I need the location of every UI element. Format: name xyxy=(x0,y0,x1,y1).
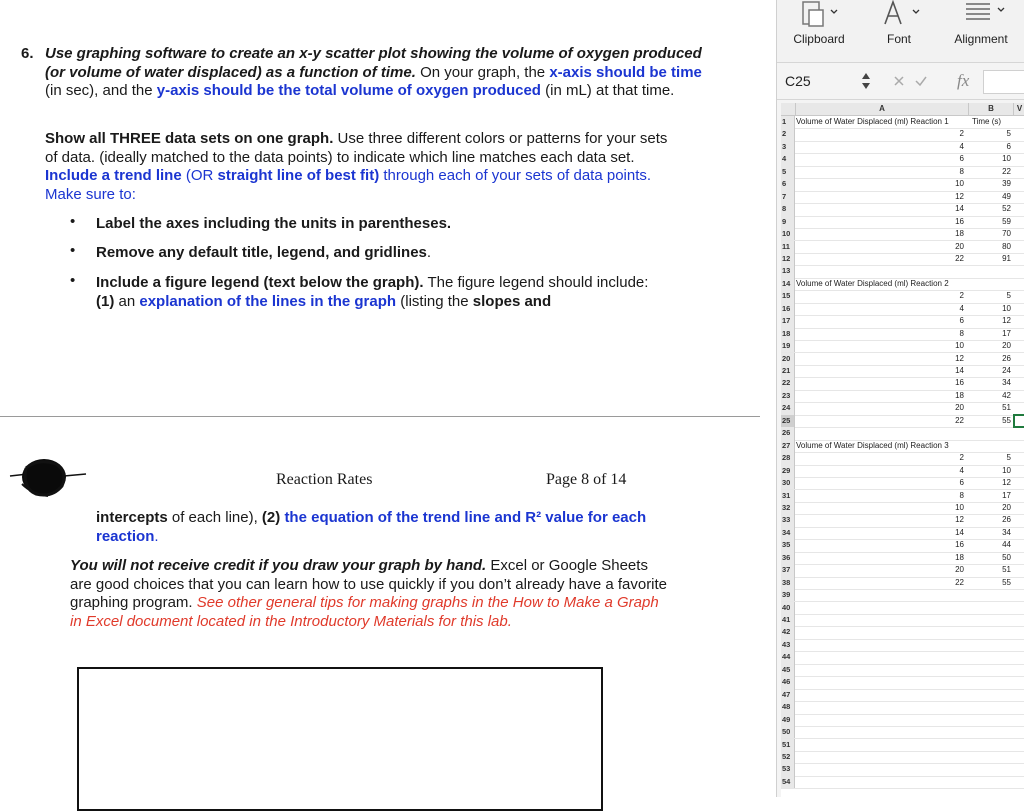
cell-a[interactable]: 20 xyxy=(955,241,964,251)
cell-a[interactable]: 8 xyxy=(959,166,964,176)
cell-a[interactable]: 2 xyxy=(959,129,964,139)
formula-input[interactable] xyxy=(983,70,1024,94)
cell-a[interactable]: 10 xyxy=(955,179,964,189)
row-number[interactable]: 33 xyxy=(781,514,795,526)
row-number[interactable]: 32 xyxy=(781,502,795,514)
row-number[interactable]: 34 xyxy=(781,527,795,539)
sheet-row xyxy=(781,514,1024,527)
row-number[interactable]: 2 xyxy=(781,128,795,140)
sheet-row xyxy=(781,141,1024,154)
cell-b[interactable]: 5 xyxy=(1006,129,1011,139)
sheet-row xyxy=(781,465,1024,478)
row-number[interactable]: 54 xyxy=(781,776,795,788)
excel-ribbon xyxy=(777,0,1024,63)
sheet-row xyxy=(781,116,1024,129)
cell-a[interactable] xyxy=(796,676,964,688)
cell-a[interactable]: 12 xyxy=(955,191,964,201)
cell-b[interactable]: 17 xyxy=(1002,328,1011,338)
row-number[interactable]: 25 xyxy=(781,415,795,427)
bullet-dot: • xyxy=(70,213,76,230)
cell-b[interactable] xyxy=(969,427,1013,439)
sheet-row xyxy=(781,440,1024,453)
align-lines-icon xyxy=(946,0,1016,24)
cell-a[interactable] xyxy=(796,689,964,701)
sheet-row xyxy=(781,689,1024,702)
formula-bar xyxy=(777,63,1024,100)
sheet-row xyxy=(781,303,1024,316)
cell-a[interactable] xyxy=(796,664,964,676)
row-number[interactable]: 37 xyxy=(781,564,795,576)
row-number[interactable]: 21 xyxy=(781,365,795,377)
row-number[interactable]: 15 xyxy=(781,290,795,302)
cell-b[interactable] xyxy=(969,726,1013,738)
sheet-row xyxy=(781,402,1024,415)
row-number[interactable]: 14 xyxy=(781,278,795,290)
sheet-row xyxy=(781,390,1024,403)
row-number[interactable]: 48 xyxy=(781,701,795,713)
font-a-icon xyxy=(871,0,927,28)
row-number[interactable]: 10 xyxy=(781,228,795,240)
sheet-row xyxy=(781,490,1024,503)
row-number[interactable]: 6 xyxy=(781,178,795,190)
cell-b[interactable]: 44 xyxy=(1002,540,1011,550)
row-number[interactable]: 41 xyxy=(781,614,795,626)
row-number[interactable]: 51 xyxy=(781,739,795,751)
cell-b[interactable]: 20 xyxy=(1002,502,1011,512)
cell-a[interactable]: 20 xyxy=(955,565,964,575)
cell-c[interactable] xyxy=(1014,415,1024,427)
spreadsheet-grid[interactable] xyxy=(781,103,1024,797)
column-header-a[interactable]: A xyxy=(796,103,969,116)
cell-b[interactable] xyxy=(969,739,1013,751)
row-number[interactable]: 7 xyxy=(781,191,795,203)
sheet-row xyxy=(781,415,1024,428)
question-paragraph-1: Use graphing software to create an x-y scatter plot showing the volume of oxygen produced (or volume of water displaced) as a function of time. On your graph, the x-axis should be time (in sec), and the y-axis should be the total volume of oxygen produced (in mL) at that time. xyxy=(45,45,702,99)
cell-b[interactable]: 91 xyxy=(1002,253,1011,263)
cell-a[interactable]: 14 xyxy=(955,366,964,375)
cell-b[interactable] xyxy=(969,440,1013,452)
row-number[interactable]: 29 xyxy=(781,465,795,477)
bullet-label-axes: Label the axes including the units in parentheses. xyxy=(96,215,452,232)
row-number[interactable]: 19 xyxy=(781,340,795,352)
sheet-row xyxy=(781,676,1024,689)
cell-b[interactable] xyxy=(969,763,1013,775)
cell-a[interactable] xyxy=(796,714,964,726)
cell-a[interactable] xyxy=(796,751,964,763)
row-number[interactable]: 35 xyxy=(781,539,795,551)
cell-b[interactable]: 20 xyxy=(1002,341,1011,351)
row-number[interactable]: 31 xyxy=(781,490,795,502)
cell-b[interactable] xyxy=(969,602,1013,614)
cell-a[interactable]: 18 xyxy=(955,552,964,562)
cell-a[interactable]: 4 xyxy=(959,141,964,151)
cell-a[interactable]: Volume of Water Displaced (ml) Reaction 2 xyxy=(796,278,949,288)
sheet-row xyxy=(781,216,1024,229)
cell-b[interactable] xyxy=(969,278,1013,290)
cell-a[interactable]: 14 xyxy=(955,204,964,214)
row-number[interactable]: 30 xyxy=(781,477,795,489)
sheet-row xyxy=(781,166,1024,179)
sheet-row xyxy=(781,776,1024,789)
cell-b[interactable] xyxy=(969,589,1013,601)
bullet-remove-defaults: Remove any default title, legend, and gridlines. xyxy=(96,244,432,261)
sheet-row xyxy=(781,651,1024,664)
cell-a[interactable] xyxy=(796,701,964,713)
cell-a[interactable]: 2 xyxy=(959,291,964,301)
row-header-corner[interactable] xyxy=(781,103,796,116)
cell-b[interactable]: 49 xyxy=(1002,191,1011,201)
cell-a[interactable]: 8 xyxy=(959,328,964,338)
question-paragraph-3: You will not receive credit if you draw your graph by hand. Excel or Google Sheets are good choices that you can learn how to use quickly if you don’t already have a favorite graphing program. See other general tips for making graphs in the How to Make a Graph in Excel document located in the Introductory Materials for this lab. xyxy=(70,557,668,630)
scribble-logo-icon xyxy=(8,454,88,500)
row-number[interactable]: 39 xyxy=(781,589,795,601)
graph-answer-box[interactable] xyxy=(77,667,603,811)
cell-b[interactable] xyxy=(969,676,1013,688)
sheet-row xyxy=(781,527,1024,540)
row-number[interactable]: 53 xyxy=(781,763,795,775)
row-number[interactable]: 8 xyxy=(781,203,795,215)
cell-b[interactable]: Time (s) xyxy=(972,117,1002,126)
sheet-row xyxy=(781,763,1024,776)
sheet-row xyxy=(781,315,1024,328)
column-header-c[interactable]: V xyxy=(1014,103,1024,116)
cell-b[interactable]: 10 xyxy=(1002,465,1011,475)
cell-b[interactable]: 80 xyxy=(1002,241,1011,251)
row-number[interactable]: 38 xyxy=(781,577,795,589)
cell-b[interactable]: 59 xyxy=(1002,216,1011,226)
sheet-row xyxy=(781,701,1024,714)
cell-b[interactable]: 51 xyxy=(1002,565,1011,575)
name-box[interactable]: C25 xyxy=(785,73,811,89)
cell-b[interactable]: 55 xyxy=(1002,415,1011,425)
row-number[interactable]: 1 xyxy=(781,116,795,128)
sheet-row xyxy=(781,602,1024,615)
sheet-row xyxy=(781,377,1024,390)
legend-continued-text: intercepts of each line), (2) the equation of the trend line and R² value for each reaction. xyxy=(96,509,647,545)
page-header-number: Page 8 of 14 xyxy=(546,471,627,488)
cell-a[interactable]: 18 xyxy=(955,229,964,239)
cell-b[interactable]: 10 xyxy=(1002,303,1011,313)
row-number[interactable]: 40 xyxy=(781,602,795,614)
sheet-row xyxy=(781,203,1024,216)
sheet-row xyxy=(781,751,1024,764)
cell-a[interactable]: 22 xyxy=(955,577,964,587)
sheet-row xyxy=(781,253,1024,266)
cell-a[interactable]: 14 xyxy=(955,527,964,537)
row-number[interactable]: 49 xyxy=(781,714,795,726)
sheet-row xyxy=(781,477,1024,490)
row-number[interactable]: 36 xyxy=(781,552,795,564)
row-number[interactable]: 13 xyxy=(781,265,795,277)
sheet-row xyxy=(781,502,1024,515)
cell-b[interactable] xyxy=(969,751,1013,763)
ribbon-alignment-group[interactable] xyxy=(937,0,1024,62)
sheet-row xyxy=(781,427,1024,440)
cell-a[interactable] xyxy=(796,726,964,738)
cell-a[interactable]: 16 xyxy=(955,540,964,550)
sheet-row xyxy=(781,128,1024,141)
sheet-row xyxy=(781,564,1024,577)
cell-a[interactable] xyxy=(796,639,964,651)
cell-a[interactable]: 6 xyxy=(959,316,964,326)
cell-b[interactable] xyxy=(969,265,1013,277)
cell-a[interactable]: 20 xyxy=(955,403,964,413)
cell-b[interactable]: 26 xyxy=(1002,353,1011,363)
row-number[interactable]: 18 xyxy=(781,328,795,340)
sheet-row xyxy=(781,739,1024,752)
page-header-title: Reaction Rates xyxy=(276,471,373,488)
cell-b[interactable] xyxy=(969,664,1013,676)
row-number[interactable]: 47 xyxy=(781,689,795,701)
cell-a[interactable] xyxy=(796,651,964,663)
cell-a[interactable] xyxy=(796,602,964,614)
cell-a[interactable]: 18 xyxy=(955,390,964,400)
cell-a[interactable]: 12 xyxy=(955,353,964,363)
cell-b[interactable]: 34 xyxy=(1002,527,1011,537)
sheet-row xyxy=(781,191,1024,204)
cell-b[interactable] xyxy=(969,689,1013,701)
row-number[interactable]: 50 xyxy=(781,726,795,738)
row-number[interactable]: 44 xyxy=(781,651,795,663)
cell-a[interactable] xyxy=(796,427,964,439)
cell-b[interactable]: 55 xyxy=(1002,577,1011,587)
bullet-figure-legend: Include a figure legend (text below the graph). The figure legend should include: (1) an explanation of the lines in the graph (listing the slopes and xyxy=(96,274,649,310)
page-break-line xyxy=(0,416,760,417)
ribbon-alignment-label: Alignment xyxy=(954,32,1008,46)
cell-b[interactable]: 26 xyxy=(1002,515,1011,525)
sheet-row xyxy=(781,577,1024,590)
cell-a[interactable] xyxy=(796,614,964,626)
cell-b[interactable]: 24 xyxy=(1002,366,1011,375)
cell-b[interactable]: 42 xyxy=(1002,390,1011,400)
row-number[interactable]: 42 xyxy=(781,626,795,638)
cell-b[interactable]: 22 xyxy=(1002,166,1011,176)
cell-b[interactable]: 39 xyxy=(1002,179,1011,189)
cell-b[interactable] xyxy=(969,639,1013,651)
sheet-row xyxy=(781,340,1024,353)
excel-window xyxy=(776,0,1024,797)
cell-a[interactable]: 12 xyxy=(955,515,964,525)
bullet-dot: • xyxy=(70,242,76,259)
row-number[interactable]: 4 xyxy=(781,153,795,165)
sheet-row xyxy=(781,626,1024,639)
cell-a[interactable]: 8 xyxy=(959,490,964,500)
cell-a[interactable]: 4 xyxy=(959,303,964,313)
row-number[interactable]: 43 xyxy=(781,639,795,651)
row-number[interactable]: 3 xyxy=(781,141,795,153)
cell-b[interactable]: 6 xyxy=(1006,141,1011,151)
fx-label: fx xyxy=(957,71,970,90)
name-box-stepper-icon[interactable] xyxy=(861,71,871,91)
sheet-row xyxy=(781,589,1024,602)
confirm-check-icon[interactable] xyxy=(915,75,927,87)
column-header-b[interactable]: B xyxy=(969,103,1014,116)
row-number[interactable]: 11 xyxy=(781,241,795,253)
para1-instruction: Use graphing software to create an x-y scatter plot showing the volume of oxygen produced (or volume of water displaced) as a function of time. xyxy=(45,45,702,81)
cell-a[interactable]: 6 xyxy=(959,478,964,488)
row-number[interactable]: 17 xyxy=(781,315,795,327)
cell-a[interactable] xyxy=(796,776,964,788)
cell-b[interactable]: 12 xyxy=(1002,316,1011,326)
cell-b[interactable] xyxy=(969,701,1013,713)
cell-a[interactable] xyxy=(796,739,964,751)
row-number[interactable]: 22 xyxy=(781,377,795,389)
sheet-row xyxy=(781,178,1024,191)
sheet-row xyxy=(781,290,1024,303)
ribbon-clipboard-group[interactable] xyxy=(783,0,855,62)
cell-a[interactable] xyxy=(796,763,964,775)
question-paragraph-2: Show all THREE data sets on one graph. Use three different colors or patterns for your sets of data. (ideally matched to the data points) to indicate which line matches each data set. Include a trend line (OR straight line of best fit) through each of your sets of data points. Make sure to: xyxy=(45,130,668,203)
sheet-row xyxy=(781,726,1024,739)
sheet-row xyxy=(781,365,1024,378)
row-number[interactable]: 12 xyxy=(781,253,795,265)
cell-b[interactable]: 12 xyxy=(1002,478,1011,488)
cell-b[interactable] xyxy=(969,651,1013,663)
row-number[interactable]: 45 xyxy=(781,664,795,676)
sheet-row xyxy=(781,452,1024,465)
sheet-row xyxy=(781,328,1024,341)
cell-a[interactable]: 2 xyxy=(959,453,964,463)
sheet-row xyxy=(781,664,1024,677)
cell-b[interactable]: 5 xyxy=(1006,453,1011,463)
paste-icon xyxy=(799,0,839,28)
cell-b[interactable]: 17 xyxy=(1002,490,1011,500)
sheet-row xyxy=(781,228,1024,241)
sheet-row xyxy=(781,278,1024,291)
sheet-row xyxy=(781,614,1024,627)
row-number[interactable]: 20 xyxy=(781,353,795,365)
sheet-row xyxy=(781,153,1024,166)
row-number[interactable]: 28 xyxy=(781,452,795,464)
cell-a[interactable]: 16 xyxy=(955,378,964,388)
cell-b[interactable] xyxy=(969,614,1013,626)
row-number[interactable]: 27 xyxy=(781,440,795,452)
row-number[interactable]: 16 xyxy=(781,303,795,315)
cell-a[interactable] xyxy=(796,626,964,638)
cell-b[interactable] xyxy=(969,714,1013,726)
sheet-row xyxy=(781,552,1024,565)
cell-a[interactable] xyxy=(796,589,964,601)
ribbon-font-label: Font xyxy=(886,32,911,46)
sheet-row xyxy=(781,539,1024,552)
cell-a[interactable]: Volume of Water Displaced (ml) Reaction 3 xyxy=(796,440,949,450)
ribbon-font-group[interactable] xyxy=(865,0,933,62)
row-number[interactable]: 52 xyxy=(781,751,795,763)
cell-a[interactable]: 4 xyxy=(959,465,964,475)
row-number[interactable]: 46 xyxy=(781,676,795,688)
cell-b[interactable]: 50 xyxy=(1002,552,1011,562)
cell-a[interactable] xyxy=(796,265,964,277)
row-number[interactable]: 5 xyxy=(781,166,795,178)
ribbon-clipboard-label: Clipboard xyxy=(793,32,845,46)
sheet-row xyxy=(781,241,1024,254)
cell-a[interactable]: 22 xyxy=(955,253,964,263)
cell-b[interactable]: 52 xyxy=(1002,204,1011,214)
cell-a[interactable]: 16 xyxy=(955,216,964,226)
sheet-row xyxy=(781,714,1024,727)
sheet-row xyxy=(781,639,1024,652)
bullet-dot: • xyxy=(70,272,76,289)
cell-a[interactable]: 10 xyxy=(955,341,964,351)
cell-b[interactable]: 34 xyxy=(1002,378,1011,388)
row-number[interactable]: 9 xyxy=(781,216,795,228)
row-number[interactable]: 24 xyxy=(781,402,795,414)
cell-b[interactable] xyxy=(969,626,1013,638)
cell-a[interactable]: Volume of Water Displaced (ml) Reaction 1 xyxy=(796,117,949,126)
sheet-row xyxy=(781,353,1024,366)
cell-a[interactable]: 6 xyxy=(959,154,964,164)
cell-a[interactable]: 22 xyxy=(955,415,964,425)
cell-a[interactable]: 10 xyxy=(955,502,964,512)
cancel-x-icon[interactable] xyxy=(893,75,905,87)
cell-b[interactable]: 51 xyxy=(1002,403,1011,413)
question-number: 6. xyxy=(21,45,34,62)
cell-b[interactable]: 5 xyxy=(1006,291,1011,301)
cell-b[interactable] xyxy=(969,776,1013,788)
row-number[interactable]: 23 xyxy=(781,390,795,402)
sheet-row xyxy=(781,265,1024,278)
row-number[interactable]: 26 xyxy=(781,427,795,439)
cell-b[interactable]: 10 xyxy=(1002,154,1011,164)
cell-b[interactable]: 70 xyxy=(1002,229,1011,239)
